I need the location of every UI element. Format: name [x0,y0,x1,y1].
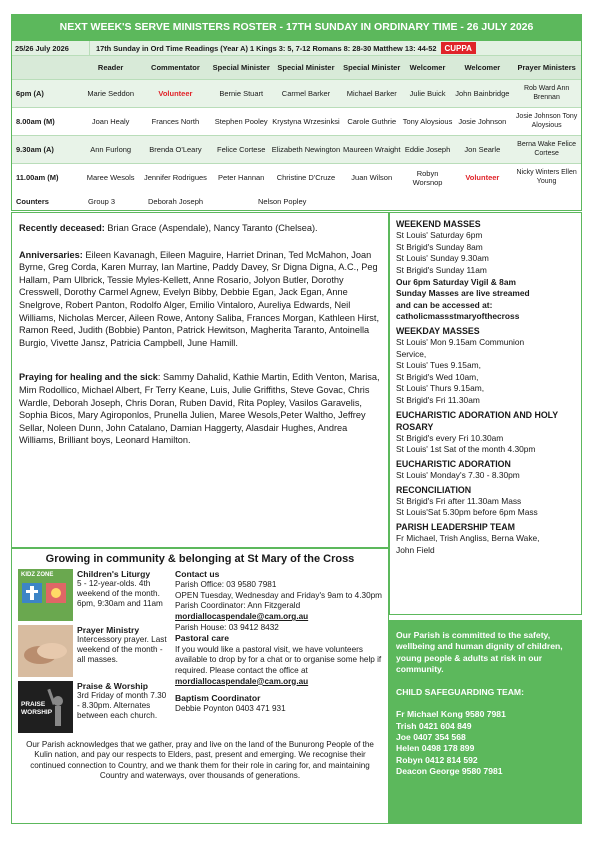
roster-cell: Maree Wesols [86,173,135,183]
roster-header-cell [12,56,82,79]
roster-row [12,164,581,192]
leadership-heading: PARISH LEADERSHIP TEAM [396,522,515,533]
list-line: St Louis' Tues 9.15am, [396,360,481,371]
list-line: Deacon George 9580 7981 [396,766,503,777]
list-line: and can be accessed at: [396,299,493,310]
list-line: St Louis'Sat 5.30pm before 6pm Mass [396,507,538,518]
roster-table [11,40,582,211]
roster-cell: Bernie Stuart [219,88,264,98]
roster-cell: Joan Healy [91,116,130,126]
kidz-zone-image [18,569,73,621]
list-line: St Brigid's Fri 11.30am [396,394,480,405]
roster-cell: Robyn Worsnop [412,168,443,187]
praying-hands-image [18,625,73,677]
pastoral-heading: Pastoral care [175,633,230,644]
roster-time: 11.00am (M) [16,173,59,183]
list-line: OPEN Tuesday, Wednesday and Friday's 9am to 4.30pm [175,590,382,600]
praying-names: : Sammy Dahalid, Kathie Martin, Edith Venton, Marisa, Mim Rodollico, Michael Albert, Fr Terry Keane, Luis, Julie Griffiths, Steve Govac, Chris Wardle, Deborah Joseph, Chris Doran, Ruben David, Rita Popley, Vasilos Garavelis, Sophia Bicos, Mary Agiroponlos, Prunella Julien, Maree Wesols,Peter Waltho, Jeffrey Sellar, Noleen Dunn, John Catalano, Damian Haggerty, Alasdair Hughes, Andrea Williams, Brilliant boys, Leonard Hamilton. [19,372,380,446]
anniversaries-notice [19,249,381,350]
roster-cell: Michael Barker [346,88,397,98]
growing-title: Growing in community & belonging at St Mary of the Cross [45,553,355,565]
counters-label: Counters [16,196,49,206]
parish-house-phone: Parish House: 03 9412 8432 [175,622,279,632]
list-line: St Louis' Sunday 9.30am [396,253,489,264]
prayer-ministry-title: Prayer Ministry [77,625,140,635]
kidz-zone-label: KIDZ ZONE [21,572,54,578]
counters-row [12,192,581,210]
roster-cell: Peter Hannan [218,173,265,183]
adoration-heading: EUCHARISTIC ADORATION [396,459,511,469]
list-line: Joe 0407 354 568 [396,731,466,742]
roster-header-cell: Welcomer [409,62,446,72]
list-line: Sunday Masses are live streamed [396,288,530,299]
safeguarding-team-heading: CHILD SAFEGUARDING TEAM: [396,686,524,697]
roster-cell: Carole Guthrie [347,116,397,126]
roster-cell: Krystyna Wrzesinksi [272,116,340,126]
roster-cell: Volunteer [465,173,500,183]
roster-header-cell: Prayer Ministers [517,62,576,72]
roster-header-cell: Reader [97,62,124,72]
anniversaries-label: Anniversaries: [19,249,83,260]
roster-cell: Maureen Wraight [343,144,401,154]
roster-cell: Rob Ward Ann Brennan [523,84,570,101]
leadership-list [396,533,575,556]
deceased-names: Brian Grace (Aspendale), Nancy Taranto (Chelsea). [104,223,318,233]
roster-cell: Elizabeth Newington [271,144,341,154]
roster-cell: Berna Wake Felice Cortese [517,140,577,157]
notices-panel [11,212,389,548]
praying-hands-icon [18,625,73,677]
roster-cell: Marie Seddon [87,88,135,98]
roster-header-cell: Commentator [151,62,200,72]
roster-cell: Brenda O'Leary [149,144,202,154]
praise-worship-title: Praise & Worship [77,681,148,691]
list-line: St Brigid's every Fri 10.30am [396,432,504,443]
list-line: St Louis' Thurs 9.15am, [396,383,485,394]
roster-cell: Julie Buick [409,88,446,98]
praise-worship-label: PRAISE WORSHIP [21,701,53,716]
list-line: Service, [396,348,427,359]
list-line: St Brigid's Wed 10am, [396,371,479,382]
list-line: Parish Coordinator: Ann Fitzgerald [175,601,301,611]
counter-group: Group 3 [88,196,116,206]
roster-cell: Tony Aloysious [402,116,453,126]
praying-label: Praying for healing and the sick [19,372,158,383]
roster-cell: Frances North [151,116,200,126]
weekend-masses-list [396,230,575,276]
childrens-liturgy [18,569,171,621]
readings-text: 17th Sunday in Ord Time Readings (Year A) 1 Kings 3: 5, 7-12 Romans 8: 28-30 Matthew 13: 44-52 [96,43,437,53]
roster-cell: Josie Johnson [458,116,507,126]
cuppa-badge: CUPPA [441,42,476,54]
roster-row [12,136,581,164]
prayer-ministry [18,625,171,677]
roster-row [12,108,581,136]
list-line: Helen 0498 178 899 [396,743,475,754]
roster-cell: Nicky Winters Ellen Young [516,169,577,185]
pastoral-email-link[interactable]: mordiallocaspendale@cam.org.au [175,676,309,686]
baptism-contact: Debbie Poynton 0403 471 931 [175,704,286,714]
roster-cell: Ann Furlong [90,144,132,154]
contact-heading: Contact us [175,569,220,579]
praise-worship-text: 3rd Friday of month 7.30 - 8.30pm. Alternates between each church. [77,691,167,721]
roster-time: 9.30am (A) [16,144,54,154]
roster-cell: Juan Wilson [351,173,393,183]
roster-cell: Eddie Joseph [404,144,451,154]
roster-time: 6pm (A) [16,88,44,98]
list-line: St Brigid's Sunday 11am [396,264,487,275]
roster-header-cell: Special Minister [277,62,335,72]
roster-cell: John Bainbridge [455,88,510,98]
ministries-column [18,569,171,737]
list-line: St Brigid's Fri after 11.30am Mass [396,495,522,506]
list-line: Our 6pm Saturday Vigil & 8am [396,276,516,287]
praise-worship [18,681,171,733]
livestream-note [396,277,575,323]
childrens-liturgy-title: Children's Liturgy [77,569,151,579]
childrens-liturgy-text: 5 - 12-year-olds. 4th weekend of the month. 6pm, 9:30am and 11am [77,579,163,609]
readings [90,41,581,55]
counter-1: Deborah Joseph [148,196,204,206]
safeguarding-team-list [396,709,575,778]
list-line: Trish 0421 604 849 [396,720,472,731]
roster-banner: NEXT WEEK'S SERVE MINISTERS ROSTER - 17TH SUNDAY IN ORDINARY TIME - 26 JULY 2026 [11,14,582,40]
roster-header-cell: Special Minister [212,62,270,72]
roster-cell: Christine D'Cruze [276,173,336,183]
reconciliation-heading: RECONCILIATION [396,484,472,495]
mass-times-panel [389,212,582,615]
contact-column [175,569,382,737]
praise-worship-image [18,681,73,733]
acknowledgement-of-country: Our Parish acknowledges that we gather, pray and live on the land of the Bunurong People of the Kulin nation, and pay our respects to Elders, past, present and emerging. We recognise their continued connection to Country, and we thank them for their role in caring for, and maintaining Country and waterways, over thousands of generations. [26,740,374,780]
list-line: Fr Michael Kong 9580 7981 [396,709,506,720]
list-line: St Louis' 1st Sat of the month 4.30pm [396,444,536,455]
roster-cell: Stephen Pooley [214,116,268,126]
roster-cell: Volunteer [158,88,193,98]
roster-cell: Carmel Barker [281,88,331,98]
baptism-heading: Baptism Coordinator [175,693,261,704]
roster-body [12,80,581,192]
reconciliation-list [396,496,575,519]
deceased-notice [19,222,381,235]
counter-2: Nelson Popley [258,196,307,206]
roster-cell: Josie Johnson Tony Aloysious [515,112,578,129]
adoration-list [396,470,575,482]
weekday-masses-list [396,337,575,407]
week-row [12,41,581,56]
list-line: John Field [396,544,435,555]
roster-time: 8.00am (M) [16,116,55,126]
list-line: Parish Office: 03 9580 7981 [175,580,277,590]
safeguarding-statement: Our Parish is committed to the safety, wellbeing and human dignity of children, young people & adults at risk in our community. [396,630,563,675]
adoration-rosary-list [396,433,575,456]
list-line: St Louis' Mon 9.15am Communion [396,337,525,347]
anniversaries-names: Eileen Kavanagh, Eileen Maguire, Harriet Drinan, Ted McMahon, Joan Byrne, Greg Corda, Karen Murray, Ian Martine, Paddy Davey, Sr Digna Digna, A.C., Peg Hallam, Pam Ulbrick, Tessie Myles-Kellett, Anne Rosario, Jolyon Butler, Dorothy Cresswell, Dorothy Carmel Agnew, Evelyn Bibby, Debbie Egan, Jack Egan, Anne Snelgrove, Robert Panton, Rodolfo Alger, Emilio Vintaloro, Aureliya Edwards, Neil Williams, Nicholas Mercer, Aileen Rowe, Antony Saliba, Frances Morgan, Kathleen Hirst, Ramon Reed, Judith (Bobbie) Panton, Patrick Hewitson, Magherita Taranto, Antoinella Burgio, Vivette Jansz, Patricia Campbell, June Hamill. [19,249,379,348]
office-email-link[interactable]: mordiallocaspendale@cam.org.au [175,612,309,622]
list-line: St Louis' Monday's 7.30 - 8.30pm [396,470,520,481]
list-line: St Brigid's Sunday 8am [396,241,483,252]
safeguarding-panel [389,620,582,824]
list-line: Robyn 0412 814 592 [396,754,478,765]
growing-panel [11,548,389,824]
deceased-label: Recently deceased: [19,223,105,233]
roster-cell: Jon Searle [464,144,501,154]
adoration-rosary-heading: EUCHARISTIC ADORATION AND HOLY ROSARY [396,409,558,432]
roster-cell: Felice Cortese [217,144,266,154]
roster-cell: Jennifer Rodrigues [143,173,207,183]
week-date: 25/26 July 2026 [12,41,90,55]
pastoral-text: If you would like a pastoral visit, we have volunteers available to drop by for a chat or to organise some help if required. Please contact the office at [175,644,382,675]
list-line: St Louis' Saturday 6pm [396,230,483,241]
roster-header-cell: Special Minister [343,62,401,72]
roster-header-row [12,56,581,80]
list-line: Fr Michael, Trish Angliss, Berna Wake, [396,533,540,544]
contact-lines [175,580,382,612]
praying-notice [19,371,381,447]
list-line: catholicmassstmaryofthecross [396,311,520,322]
roster-header-cell: Welcomer [464,62,501,72]
prayer-ministry-text: Intercessory prayer. Last weekend of the month - all masses. [77,635,167,665]
weekday-masses-heading: WEEKDAY MASSES [396,325,480,336]
roster-row [12,80,581,108]
weekend-masses-heading: WEEKEND MASSES [396,219,481,229]
